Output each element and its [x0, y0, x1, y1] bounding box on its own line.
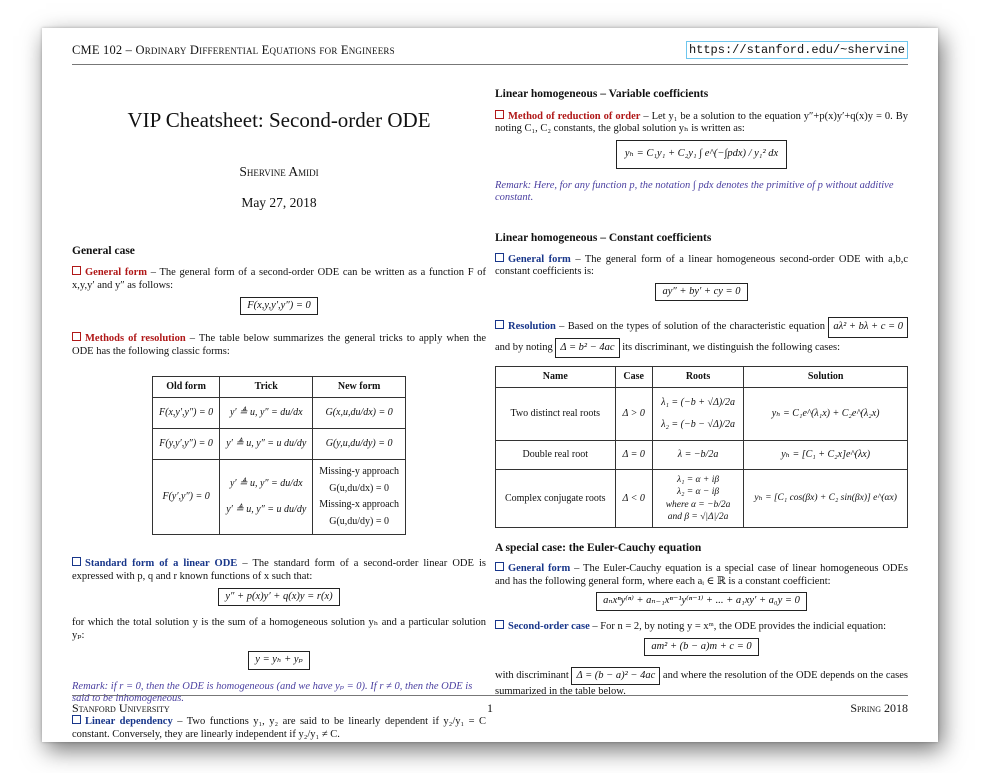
roots-table-header-row: [496, 367, 908, 388]
total-solution-formula: y = yₕ + yₚ: [72, 651, 486, 670]
col-roots: Roots: [652, 367, 743, 388]
table-row: [153, 398, 406, 429]
square-bullet-icon: [72, 332, 81, 341]
methods-table-wrap: [72, 376, 486, 535]
doc-title: VIP Cheatsheet: Second-order ODE: [127, 108, 431, 132]
reduction-formula: yₕ = C₁y₁ + C₂y₁ ∫ e^(−∫pdx) / y₁² dx: [495, 140, 908, 169]
methods-table: [152, 376, 406, 535]
table-cell: y′ ≜ u, y″ = u du/dy: [220, 429, 313, 460]
linear-dependency-paragraph: Linear dependency – Two functions y₁, y₂ are said to be linearly dependent if y₂/y₁ = C constant. Conversely, they are linearly independent if y₂/y₁ ≠ C.: [72, 716, 487, 740]
euler-general-form-paragraph: General form – The Euler-Cauchy equation is a special case of linear homogeneous ODEs and has the following general form, where each aᵢ ∈ ℝ is a constant coefficient:: [495, 563, 908, 587]
euler-general-form-label: General form: [495, 563, 570, 574]
doc-author: [72, 164, 486, 180]
square-bullet-icon: [495, 562, 504, 571]
table-row: [153, 460, 406, 535]
square-bullet-icon: [495, 253, 504, 262]
general-form-paragraph: General form – The general form of a second-order ODE can be written as a function F of x,y,y′ and y″ as follows:: [72, 267, 486, 291]
table-cell: y′ ≜ u, y″ = du/dx y′ ≜ u, y″ = u du/dy: [220, 460, 313, 535]
table-row: [496, 470, 908, 528]
section-constant-coefficients: Linear homogeneous – Constant coefficients: [495, 231, 712, 244]
table-cell: λ₁ = α + iβ λ₂ = α − iβ where α = −b/2a and β = √|Δ|/2a: [652, 470, 743, 528]
constant-general-form-label: General form: [495, 254, 571, 265]
square-bullet-icon: [72, 557, 81, 566]
col-old-form: Old form: [153, 377, 220, 398]
col-case: Case: [615, 367, 652, 388]
table-cell: Δ = 0: [615, 441, 652, 470]
table-cell: F(x,y′,y″) = 0: [153, 398, 220, 429]
constant-general-form-paragraph: General form – The general form of a linear homogeneous second-order ODE with a,b,c constant coefficients is:: [495, 253, 908, 278]
table-row: [496, 388, 908, 441]
euler-discriminant-paragraph: with discriminant Δ = (b − a)² − 4ac and where the resolution of the ODE depends on the cases summarized in the table below.: [495, 667, 908, 699]
table-cell: λ₁ = (−b + √Δ)/2a λ₂ = (−b − √Δ)/2a: [652, 388, 743, 441]
col-name: Name: [496, 367, 616, 388]
general-form-formula: F(x,y,y′,y″) = 0: [72, 297, 486, 316]
resolution-label: Resolution: [495, 321, 556, 332]
table-cell: y′ ≜ u, y″ = du/dx: [220, 398, 313, 429]
section-euler-cauchy: A special case: the Euler-Cauchy equation: [495, 542, 702, 555]
page-number: 1: [487, 701, 493, 715]
col-new-form: New form: [313, 377, 406, 398]
footer-university: Stanford University: [72, 701, 170, 715]
col-trick: Trick: [220, 377, 313, 398]
table-cell: Complex conjugate roots: [496, 470, 616, 528]
second-order-label: Second-order case: [495, 621, 590, 632]
left-column: [72, 64, 486, 741]
table-cell: Double real root: [496, 441, 616, 470]
cheatsheet-page: [42, 28, 938, 742]
author-url-link[interactable]: https://stanford.edu/~shervine: [686, 41, 908, 59]
table-cell: yₕ = [C₁ cos(βx) + C₂ sin(βx)] e^(αx): [744, 470, 908, 528]
table-cell: G(y,u,du/dy) = 0: [313, 429, 406, 460]
table-cell: λ = −b/2a: [652, 441, 743, 470]
table-cell: G(x,u,du/dx) = 0: [313, 398, 406, 429]
table-row: [153, 429, 406, 460]
roots-table-wrap: [495, 366, 908, 528]
square-bullet-icon: [495, 110, 504, 119]
footer-term: Spring 2018: [850, 701, 908, 715]
square-bullet-icon: [72, 715, 81, 724]
total-solution-paragraph: for which the total solution y is the sum of a homogeneous solution yₕ and a particular solution yₚ:: [72, 617, 486, 641]
reduction-paragraph: Method of reduction of order – Let y₁ be a solution to the equation y″+p(x)y′+q(x)y = 0. By noting C₁, C₂ constants, the global solution yₕ is written as:: [495, 110, 908, 135]
reduction-label: Method of reduction of order: [495, 111, 640, 122]
standard-form-label: Standard form of a linear ODE: [72, 558, 237, 569]
discriminant-formula: Δ = b² − 4ac: [555, 338, 619, 358]
square-bullet-icon: [495, 320, 504, 329]
euler-discriminant-formula: Δ = (b − a)² − 4ac: [571, 667, 660, 685]
constant-general-form-formula: ay″ + by′ + cy = 0: [495, 283, 908, 302]
footer-rule: [72, 695, 908, 696]
table-cell: yₕ = [C₁ + C₂x]e^(λx): [744, 441, 908, 470]
general-form-label: General form: [72, 267, 147, 278]
table-cell: yₕ = C₁e^(λ₁x) + C₂e^(λ₂x): [744, 388, 908, 441]
homogeneous-remark: Remark: if r = 0, then the ODE is homogeneous (and we have yₚ = 0). If r ≠ 0, then the ODE is said to be inhomogeneous.: [72, 680, 473, 705]
square-bullet-icon: [495, 620, 504, 629]
table-row: [496, 441, 908, 470]
roots-table: [495, 366, 908, 528]
methods-table-header-row: [153, 377, 406, 398]
table-cell: Δ > 0: [615, 388, 652, 441]
table-cell: Missing-y approach G(u,du/dx) = 0 Missing-x approach G(u,du/dy) = 0: [313, 460, 406, 535]
primitive-remark: Remark: Here, for any function p, the notation ∫ pdx denotes the primitive of p without additive constant.: [495, 179, 894, 204]
methods-paragraph: Methods of resolution – The table below summarizes the general tricks to apply when the ODE has the following classic forms:: [72, 333, 487, 357]
col-solution: Solution: [744, 367, 908, 388]
table-cell: F(y′,y″) = 0: [153, 460, 220, 535]
linear-dependency-label: Linear dependency: [72, 716, 173, 727]
second-order-paragraph: Second-order case – For n = 2, by noting y = xᵐ, the ODE provides the indicial equation:: [495, 620, 908, 634]
course-title: CME 102 – Ordinary Differential Equations for Engineers: [72, 43, 395, 57]
characteristic-equation: aλ² + bλ + c = 0: [828, 317, 908, 337]
table-cell: Two distinct real roots: [496, 388, 616, 441]
section-variable-coefficients: Linear homogeneous – Variable coefficients: [495, 88, 709, 100]
indicial-equation: am² + (b − a)m + c = 0: [495, 638, 908, 657]
standard-form-formula: y″ + p(x)y′ + q(x)y = r(x): [72, 588, 486, 607]
standard-form-paragraph: Standard form of a linear ODE – The standard form of a second-order linear ODE is expressed with p, q and r known functions of x such that:: [72, 558, 486, 582]
right-column: [495, 88, 908, 700]
author-name: Shervine Amidi: [239, 164, 319, 180]
table-cell: Δ < 0: [615, 470, 652, 528]
euler-general-form-formula: aₙxⁿy⁽ⁿ⁾ + aₙ₋₁xⁿ⁻¹y⁽ⁿ⁻¹⁾ + ... + a₁xy′ + a₀y = 0: [495, 592, 908, 611]
square-bullet-icon: [72, 266, 81, 275]
section-general-case: General case: [72, 244, 135, 257]
resolution-paragraph: Resolution – Based on the types of solution of the characteristic equation aλ² + bλ + c = 0 and by noting Δ = b² − 4ac its discriminant, we distinguish the following cases:: [495, 317, 908, 358]
table-cell: F(y,y′,y″) = 0: [153, 429, 220, 460]
methods-label: Methods of resolution: [72, 333, 186, 344]
doc-date: May 27, 2018: [241, 195, 317, 211]
page-header: [72, 43, 908, 61]
